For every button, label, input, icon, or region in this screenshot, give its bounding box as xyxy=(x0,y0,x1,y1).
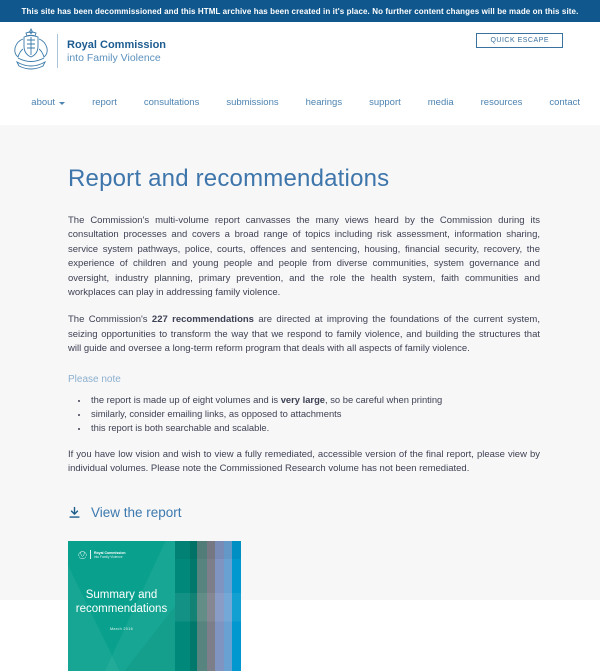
paragraph-recommendations xyxy=(68,313,540,356)
nav-item-resources[interactable]: resources xyxy=(480,97,523,108)
coat-of-arms-icon xyxy=(12,27,50,76)
nav-item-consultations[interactable]: consultations xyxy=(143,97,200,108)
logo-divider xyxy=(57,34,58,68)
list-item xyxy=(89,393,540,407)
list-item xyxy=(89,421,540,435)
nav-item-media[interactable]: media xyxy=(427,97,454,108)
decommission-banner-text: This site has been decommissioned and this HTML archive has been created in it's place. No further content changes will be made on this site. xyxy=(21,6,579,16)
cover-stripe-gray-teal xyxy=(197,541,207,671)
cover-logo-divider xyxy=(90,550,91,559)
paragraph-report-overview: The Commission's multi-volume report canvasses the many views heard by the Commission during its consultation processes and covers a broad range of topics including risk assessment, information sharing, service system pathways, police, courts, offences and sentencing, housing, financial security, recovery, the experience of children and young people and people from diverse communities, system governance and oversight, industry planning, primary prevention, and the role the health system, faith communities and workplaces can play in addressing family violence. xyxy=(68,215,540,299)
bullet-1-suffix: , so be careful when printing xyxy=(325,393,443,405)
cover-date: March 2016 xyxy=(109,627,134,632)
chevron-down-icon xyxy=(59,102,65,105)
home-logo-link[interactable] xyxy=(12,27,166,76)
nav-item-contact[interactable]: contact xyxy=(549,97,580,108)
cover-title-line1: Summary and xyxy=(85,589,158,602)
cover-stripe-gray xyxy=(207,541,215,671)
cover-logo-subtitle: into Family Violence xyxy=(94,554,123,559)
recommendations-count-bold: 227 recommendations xyxy=(151,314,254,326)
download-icon xyxy=(68,506,81,519)
main-nav xyxy=(0,80,600,125)
site-header xyxy=(0,22,600,80)
cover-stripe-light-blue xyxy=(224,541,232,671)
bullet-1-text: the report is made up of eight volumes and is xyxy=(91,393,281,405)
nav-item-support[interactable]: support xyxy=(369,97,401,108)
list-item xyxy=(89,407,540,421)
note-bullet-list xyxy=(68,393,540,435)
paragraph-recommendations-suffix: are directed at improving the foundations of the current system, seizing opportunities to transform the way that we respond to family violence, and building the structures that will guide and oversee a long-term reform program that deals with all aspects of family violence. xyxy=(68,314,540,355)
cover-logo-title: Royal Commission xyxy=(94,550,126,555)
cover-title xyxy=(68,589,175,637)
paragraph-recommendations-prefix: The Commission's xyxy=(68,314,152,326)
cover-stripe-cyan xyxy=(232,541,241,671)
please-note-heading: Please note xyxy=(68,373,121,385)
view-report-link[interactable] xyxy=(68,505,182,520)
quick-escape-button[interactable]: QUICK ESCAPE xyxy=(476,33,563,48)
nav-item-hearings[interactable]: hearings xyxy=(305,97,343,108)
bullet-2-text: similarly, consider emailing links, as opposed to attachments xyxy=(91,407,342,419)
nav-item-submissions[interactable]: submissions xyxy=(226,97,279,108)
paragraph-accessibility: If you have low vision and wish to view a fully remediated, accessible version of the final report, please view by individual volumes. Please note the Commissioned Research volume has not been remediated. xyxy=(68,448,540,475)
nav-item-about-label: about xyxy=(31,97,56,108)
cover-stripe-periwinkle xyxy=(215,541,224,671)
cover-logo xyxy=(78,549,126,560)
report-cover-image[interactable] xyxy=(68,541,241,671)
bullet-3-text: this report is both searchable and scalable. xyxy=(91,421,270,433)
cover-stripes xyxy=(175,541,241,671)
nav-item-about[interactable] xyxy=(18,97,79,108)
cover-title-line2: recommendations xyxy=(75,602,168,615)
decommission-banner xyxy=(0,0,600,22)
bullet-1-bold: very large xyxy=(280,393,326,405)
logo-text xyxy=(67,39,166,64)
page-title: Report and recommendations xyxy=(68,165,390,192)
nav-item-report[interactable]: report xyxy=(92,97,117,108)
main-content xyxy=(0,125,600,632)
logo-subtitle: into Family Violence xyxy=(67,51,161,64)
cover-logo-text xyxy=(94,551,126,559)
view-report-label: View the report xyxy=(91,505,182,521)
cover-stripe-dark-teal xyxy=(175,541,190,671)
report-cover-front xyxy=(68,541,175,671)
cover-stripe-deep-green xyxy=(190,541,197,671)
logo-title: Royal Commission xyxy=(67,38,167,51)
cover-coat-of-arms-icon xyxy=(78,549,87,560)
